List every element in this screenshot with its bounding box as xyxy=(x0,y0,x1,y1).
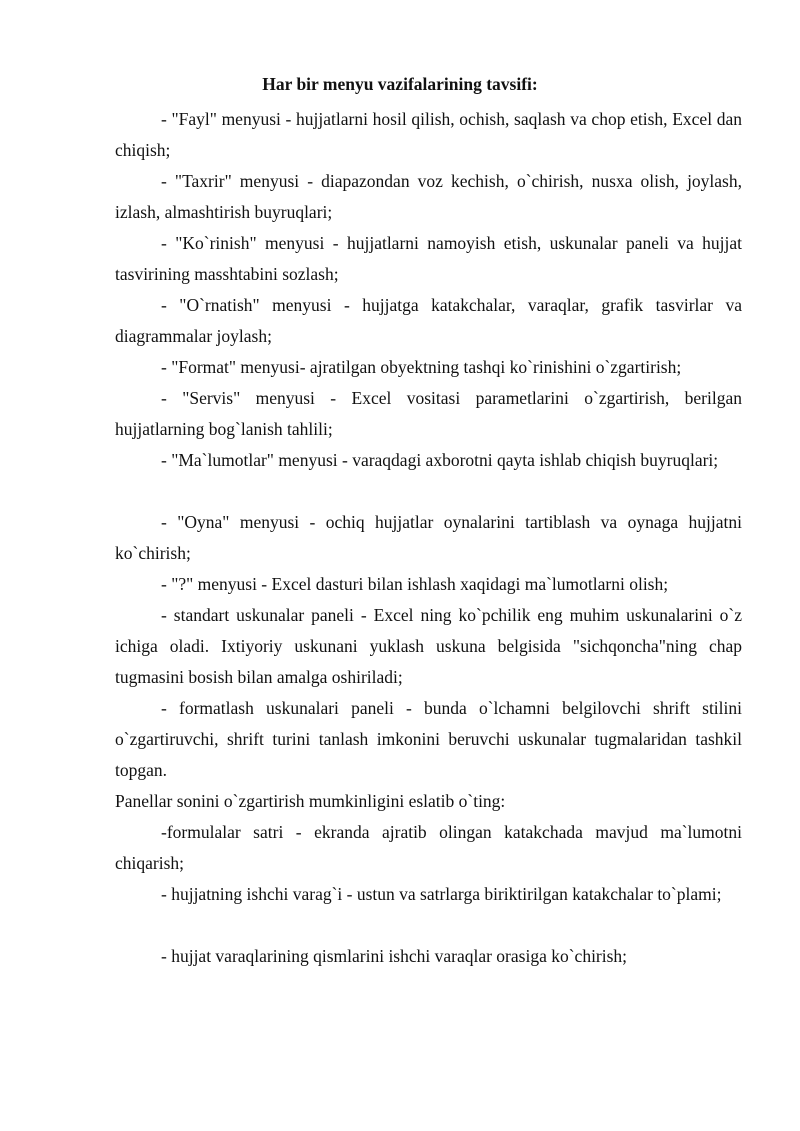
paragraph-sheet-parts: - hujjat varaqlarining qismlarini ishchi varaqlar orasiga ko`chirish; xyxy=(161,946,628,966)
paragraph-panels-intro: Panellar sonini o`zgartirish mumkinligini eslatib o`ting: xyxy=(115,791,506,811)
paragraph-ornatish-menu: - "O`rnatish" menyusi - hujjatga katakchalar, varaqlar, grafik tasvirlar va diagrammalar joylash; xyxy=(115,295,742,346)
paragraph-oyna-menu: - "Oyna" menyusi - ochiq hujjatlar oynalarini tartiblash va oynaga hujjatni ko`chirish; xyxy=(115,512,742,563)
paragraph-standard-toolbar: - standart uskunalar paneli - Excel ning ko`pchilik eng muhim uskunalarini o`z ichiga oladi. Ixtiyoriy uskunani yuklash uskuna belgisida "sichqoncha"ning chap tugmasini bosish bilan amalga oshiriladi; xyxy=(115,605,742,687)
paragraph-formatting-toolbar: - formatlash uskunalari paneli - bunda o`lchamni belgilovchi shrift stilini o`zgartiruvchi, shrift turini tanlash imkonini beruvchi uskunalar tugmalaridan tashkil topgan. xyxy=(115,698,742,780)
paragraph-formula-bar: -formulalar satri - ekranda ajratib olingan katakchada mavjud ma`lumotni chiqarish; xyxy=(115,822,742,873)
paragraph-malumotlar-menu: - "Ma`lumotlar" menyusi - varaqdagi axborotni qayta ishlab chiqish buyruqlari; xyxy=(161,450,719,470)
paragraph-help-menu: - "?" menyusi - Excel dasturi bilan ishlash xaqidagi ma`lumotlarni olish; xyxy=(161,574,669,594)
paragraph-servis-menu: - "Servis" menyusi - Excel vositasi parametlarini o`zgartirish, berilgan hujjatlarning bog`lanish tahlili; xyxy=(115,388,742,439)
paragraph-worksheet: - hujjatning ishchi varag`i - ustun va satrlarga biriktirilgan katakchalar to`plami; xyxy=(161,884,722,904)
paragraph-format-menu: - "Format" menyusi- ajratilgan obyektning tashqi ko`rinishini o`zgartirish; xyxy=(161,357,682,377)
paragraph-fayl-menu: - "Fayl" menyusi - hujjatlarni hosil qilish, ochish, saqlash va chop etish, Excel dan chiqish; xyxy=(115,109,742,160)
document-title: Har bir menyu vazifalarining tavsifi: xyxy=(262,74,538,94)
paragraph-taxrir-menu: - "Taxrir" menyusi - diapazondan voz kechish, o`chirish, nusxa olish, joylash, izlash, almashtirish buyruqlari; xyxy=(115,171,742,222)
paragraph-korinish-menu: - "Ko`rinish" menyusi - hujjatlarni namoyish etish, uskunalar paneli va hujjat tasvirining masshtabini sozlash; xyxy=(115,233,742,284)
